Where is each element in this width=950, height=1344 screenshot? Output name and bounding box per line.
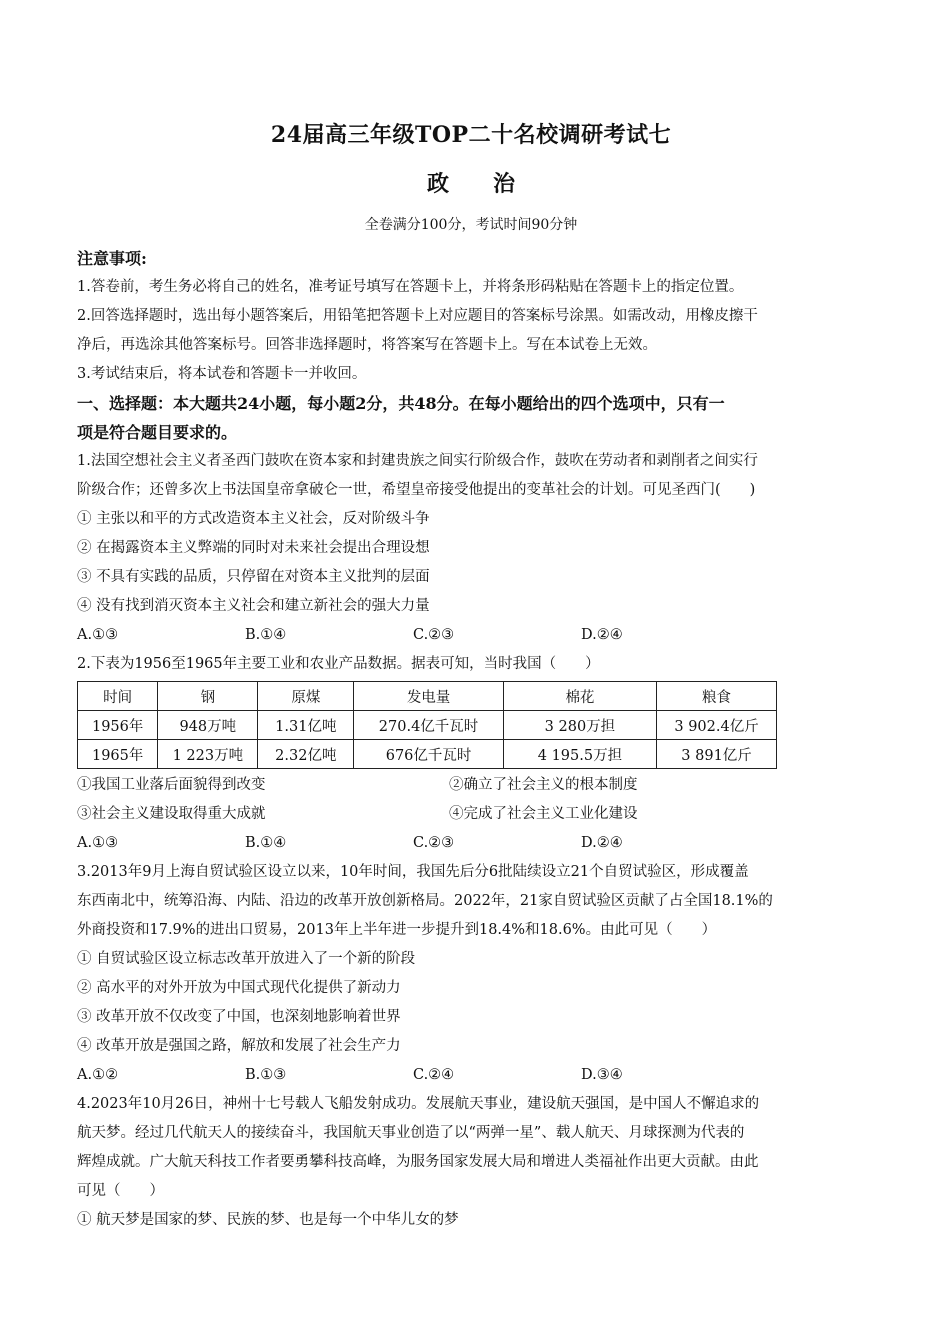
table-header-cell: 原煤	[258, 682, 354, 711]
table-cell: 4 195.5万担	[503, 740, 656, 769]
subject-char-1: 政	[426, 171, 449, 197]
table-cell: 2.32亿吨	[258, 740, 354, 769]
q2-option-d: D.②④	[581, 835, 623, 851]
q3-options	[77, 1061, 865, 1090]
q3-option-d: D.③④	[581, 1067, 623, 1083]
q2-statement: ③社会主义建设取得重大成就	[77, 806, 266, 822]
q2-option-c: C.②③	[413, 835, 455, 851]
table-cell: 3 891亿斤	[657, 740, 777, 769]
exam-title: 24届高三年级TOP二十名校调研考试七	[270, 122, 672, 148]
q1-statement: ④ 没有找到消灭资本主义社会和建立新社会的强大力量	[77, 598, 430, 614]
q3-option-c: C.②④	[413, 1067, 455, 1083]
q2-statement: ②确立了社会主义的根本制度	[449, 777, 638, 793]
q1-option-d: D.②④	[581, 627, 623, 643]
notes-item: 1.答卷前，考生务必将自己的姓名，准考证号填写在答题卡上，并将条形码粘贴在答题卡上的指定位置。	[77, 279, 744, 295]
q2-statement: ①我国工业落后面貌得到改变	[77, 777, 266, 793]
table-cell: 676亿千瓦时	[354, 740, 503, 769]
q1-options	[77, 621, 865, 650]
q2-option-b: B.①④	[245, 835, 287, 851]
q4-stem: 航天梦。经过几代航天人的接续奋斗，我国航天事业创造了以“两弹一星”、载人航天、月球探测为代表的	[77, 1125, 745, 1141]
q3-statement: ③ 改革开放不仅改变了中国，也深刻地影响着世界	[77, 1009, 401, 1025]
section-heading-line1: 一、选择题：本大题共24小题，每小题2分，共48分。在每小题给出的四个选项中，只有一	[77, 394, 725, 413]
q2-statements-row	[77, 771, 865, 800]
notes-item: 3.考试结束后，将本试卷和答题卡一并收回。	[77, 366, 367, 382]
notes-item: 2.回答选择题时，选出每小题答案后，用铅笔把答题卡上对应题目的答案标号涂黑。如需改动，用橡皮擦干	[77, 308, 758, 324]
table-cell: 3 280万担	[503, 711, 656, 740]
q1-statement: ① 主张以和平的方式改造资本主义社会，反对阶级斗争	[77, 511, 430, 527]
q1-option-a: A.①③	[77, 627, 119, 643]
q4-stem: 可见（ ）	[77, 1183, 164, 1199]
q4-stem: 辉煌成就。广大航天科技工作者要勇攀科技高峰，为服务国家发展大局和增进人类福祉作出更大贡献。由此	[77, 1154, 759, 1170]
q2-option-a: A.①③	[77, 835, 119, 851]
q2-statement: ④完成了社会主义工业化建设	[449, 806, 638, 822]
q3-stem: 3.2013年9月上海自贸试验区设立以来，10年时间，我国先后分6批陆续设立21个自贸试验区，形成覆盖	[77, 864, 749, 880]
q4-statement: ① 航天梦是国家的梦、民族的梦、也是每一个中华儿女的梦	[77, 1212, 459, 1228]
notes-item: 净后，再选涂其他答案标号。回答非选择题时，将答案写在答题卡上。写在本试卷上无效。	[77, 337, 657, 353]
table-cell: 1.31亿吨	[258, 711, 354, 740]
q3-stem: 东西南北中，统筹沿海、内陆、沿边的改革开放创新格局。2022年，21家自贸试验区贡献了占全国18.1%的	[77, 893, 773, 909]
q4-stem: 4.2023年10月26日，神州十七号载人飞船发射成功。发展航天事业，建设航天强国，是中国人不懈追求的	[77, 1096, 760, 1112]
q3-option-a: A.①②	[77, 1067, 119, 1083]
q1-statement: ② 在揭露资本主义弊端的同时对未来社会提出合理设想	[77, 540, 430, 556]
q1-option-c: C.②③	[413, 627, 455, 643]
q1-option-b: B.①④	[245, 627, 287, 643]
table-cell: 270.4亿千瓦时	[354, 711, 503, 740]
table-cell: 1965年	[78, 740, 158, 769]
section-heading-line2: 项是符合题目要求的。	[77, 423, 238, 442]
table-header-cell: 粮食	[657, 682, 777, 711]
q1-statement: ③ 不具有实践的品质，只停留在对资本主义批判的层面	[77, 569, 430, 585]
subject-title	[77, 167, 865, 198]
q3-statement: ① 自贸试验区设立标志改革开放进入了一个新的阶段	[77, 951, 416, 967]
q1-stem: 阶级合作；还曾多次上书法国皇帝拿破仑一世，希望皇帝接受他提出的变革社会的计划。可见圣西门( )	[77, 482, 756, 498]
table-header-cell: 棉花	[503, 682, 656, 711]
q3-statement: ② 高水平的对外开放为中国式现代化提供了新动力	[77, 980, 401, 996]
notes-heading: 注意事项:	[77, 249, 147, 268]
table-header-cell: 时间	[78, 682, 158, 711]
table-row	[78, 711, 777, 740]
table-header-cell: 钢	[158, 682, 258, 711]
table-cell: 948万吨	[158, 711, 258, 740]
subject-char-2: 治	[493, 171, 516, 197]
table-header-cell: 发电量	[354, 682, 503, 711]
table-cell: 3 902.4亿斤	[657, 711, 777, 740]
table-cell: 1956年	[78, 711, 158, 740]
q3-option-b: B.①③	[245, 1067, 287, 1083]
table-cell: 1 223万吨	[158, 740, 258, 769]
q3-statement: ④ 改革开放是强国之路，解放和发展了社会生产力	[77, 1038, 401, 1054]
table-row	[78, 740, 777, 769]
q2-stem: 2.下表为1956至1965年主要工业和农业产品数据。据表可知，当时我国（ ）	[77, 656, 600, 672]
q3-stem: 外商投资和17.9%的进出口贸易，2013年上半年进一步提升到18.4%和18.6%。由此可见（ ）	[77, 922, 717, 938]
q1-stem: 1.法国空想社会主义者圣西门鼓吹在资本家和封建贵族之间实行阶级合作，鼓吹在劳动者和剥削者之间实行	[77, 453, 758, 469]
table-header-row	[78, 682, 777, 711]
q2-data-table	[77, 681, 777, 769]
exam-meta: 全卷满分100分，考试时间90分钟	[364, 217, 578, 233]
q2-options	[77, 829, 865, 858]
exam-page	[77, 118, 865, 1235]
q2-statements-row	[77, 800, 865, 829]
